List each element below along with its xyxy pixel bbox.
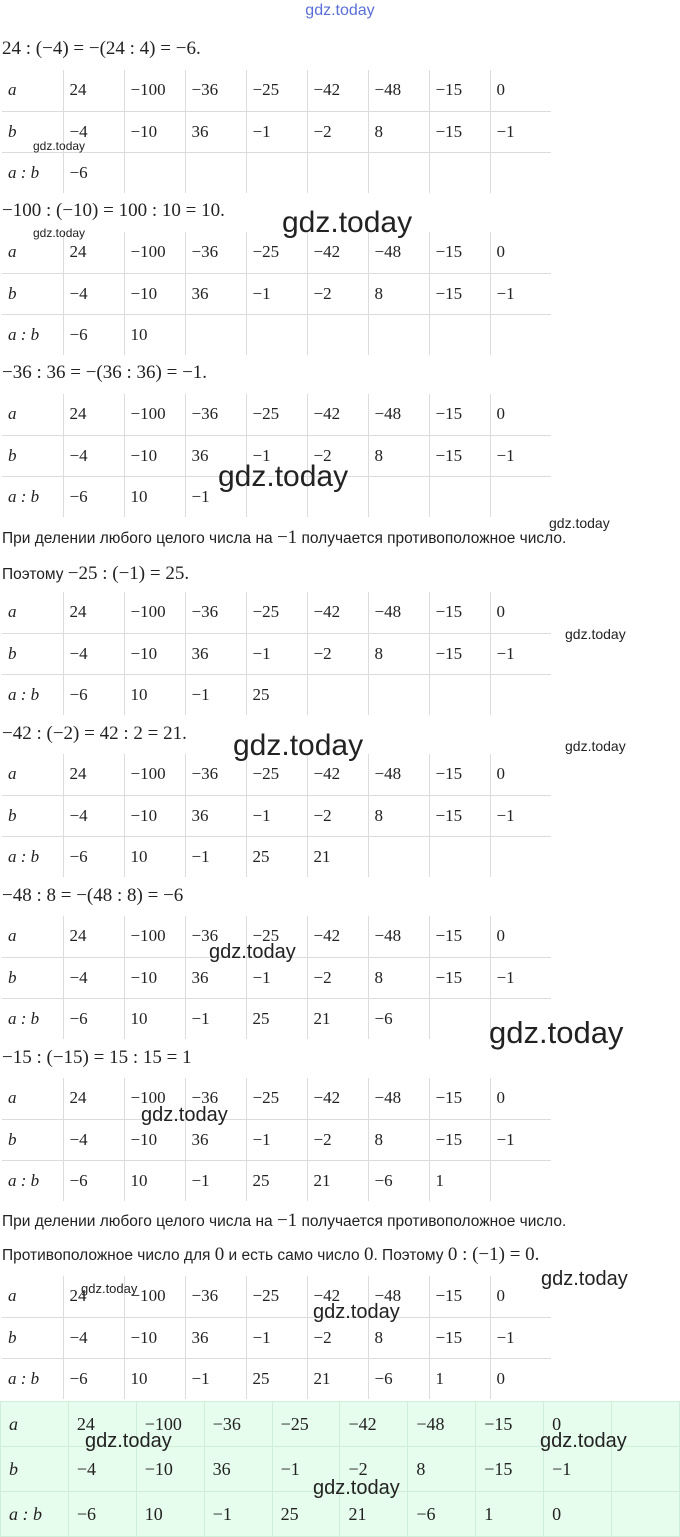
row-label: b — [2, 1317, 63, 1358]
rule-note-1: При делении любого целого числа на −1 получается противоположное число. — [2, 527, 567, 548]
table-row — [2, 1078, 551, 1119]
table-cell: −25 — [246, 70, 307, 111]
table-cell: −6 — [63, 476, 124, 517]
table-cell: −1 — [246, 957, 307, 998]
table-cell: −25 — [246, 394, 307, 435]
table-cell: −10 — [124, 111, 185, 152]
empty-cell — [368, 476, 429, 517]
table-cell: 1 — [429, 1358, 490, 1399]
table-cell: −6 — [63, 998, 124, 1039]
table-cell: −48 — [408, 1402, 476, 1447]
watermark: gdz.today — [33, 226, 86, 240]
row-label: a : b — [1, 1492, 69, 1537]
table-cell: 24 — [68, 1402, 136, 1447]
table-cell: −1 — [246, 795, 307, 836]
table-cell: 25 — [246, 1160, 307, 1201]
table-cell: 0 — [544, 1492, 612, 1537]
table-cell: −15 — [429, 1119, 490, 1160]
watermark: gdz.today — [313, 1301, 400, 1323]
watermark: gdz.today — [489, 1015, 624, 1050]
table-cell: 0 — [544, 1402, 612, 1447]
table-cell: −4 — [63, 435, 124, 476]
table-cell: −1 — [246, 273, 307, 314]
table-cell: −1 — [490, 435, 551, 476]
table-cell: 36 — [185, 111, 246, 152]
table-cell: −10 — [124, 1119, 185, 1160]
table-cell: −15 — [429, 1078, 490, 1119]
table-cell: 21 — [307, 1160, 368, 1201]
table-cell: −36 — [185, 232, 246, 273]
table-cell: 25 — [246, 836, 307, 877]
row-label: b — [2, 435, 63, 476]
empty-cell — [490, 476, 551, 517]
table-cell: −10 — [124, 435, 185, 476]
table-row — [2, 633, 551, 674]
table-cell: −36 — [185, 1276, 246, 1317]
empty-cell — [490, 674, 551, 715]
table-cell: 25 — [272, 1492, 340, 1537]
table-cell: 36 — [185, 957, 246, 998]
watermark: gdz.today — [209, 941, 296, 963]
table-cell: −1 — [185, 1358, 246, 1399]
table-cell: −2 — [307, 795, 368, 836]
table-cell: −42 — [307, 1078, 368, 1119]
table-cell: −1 — [490, 633, 551, 674]
table-cell: 8 — [368, 435, 429, 476]
empty-cell — [429, 476, 490, 517]
site-header[interactable]: gdz.today — [305, 2, 375, 19]
table-cell: 0 — [490, 592, 551, 633]
watermark: gdz.today — [540, 1430, 627, 1452]
table-cell: 10 — [124, 476, 185, 517]
table-cell: −15 — [429, 273, 490, 314]
table-row — [2, 836, 551, 877]
table-cell: −15 — [429, 111, 490, 152]
table-cell: 8 — [368, 633, 429, 674]
table-row — [2, 1160, 551, 1201]
row-label: a — [2, 754, 63, 795]
table-cell: −36 — [185, 1078, 246, 1119]
watermark: gdz.today — [565, 738, 626, 754]
table-cell: −100 — [124, 1276, 185, 1317]
table-cell: −6 — [63, 674, 124, 715]
empty-cell — [307, 674, 368, 715]
table-cell: −15 — [429, 795, 490, 836]
table-cell: −25 — [246, 592, 307, 633]
table-cell: −15 — [429, 916, 490, 957]
table-cell: −48 — [368, 592, 429, 633]
row-label: a : b — [2, 998, 63, 1039]
table-cell: −42 — [307, 754, 368, 795]
table-cell: 8 — [368, 1317, 429, 1358]
empty-cell — [246, 152, 307, 193]
row-label: a : b — [2, 1358, 63, 1399]
table-cell: −15 — [429, 1317, 490, 1358]
table-cell: −1 — [185, 836, 246, 877]
division-table — [2, 754, 551, 877]
watermark: gdz.today — [218, 460, 349, 493]
table-cell: −15 — [429, 633, 490, 674]
table-cell: −2 — [340, 1447, 408, 1492]
watermark: gdz.today — [549, 515, 610, 531]
division-table — [2, 232, 551, 355]
row-label: a — [2, 232, 63, 273]
table-cell: −2 — [307, 1317, 368, 1358]
table-cell: −100 — [124, 1078, 185, 1119]
table-cell: −1 — [490, 1119, 551, 1160]
table-cell: 36 — [185, 435, 246, 476]
table-cell: −15 — [429, 435, 490, 476]
equation-7: −15 : (−15) = 15 : 15 = 1 — [2, 1047, 192, 1068]
empty-cell — [246, 314, 307, 355]
equation-6: −48 : 8 = −(48 : 8) = −6 — [2, 885, 184, 906]
empty-cell — [612, 1492, 680, 1537]
table-cell: 24 — [63, 1078, 124, 1119]
table-cell: −48 — [368, 754, 429, 795]
table-cell: 24 — [63, 1276, 124, 1317]
table-cell: −1 — [490, 111, 551, 152]
empty-cell — [368, 152, 429, 193]
table-cell: −42 — [307, 232, 368, 273]
table-cell: 24 — [63, 916, 124, 957]
equation-4: Поэтому −25 : (−1) = 25. — [2, 563, 190, 584]
table-row — [2, 70, 551, 111]
empty-cell — [368, 314, 429, 355]
table-cell: 24 — [63, 232, 124, 273]
table-row — [2, 1358, 551, 1399]
empty-cell — [429, 836, 490, 877]
table-cell: 10 — [124, 998, 185, 1039]
table-cell: −4 — [68, 1447, 136, 1492]
table-cell: −48 — [368, 916, 429, 957]
table-cell: −36 — [204, 1402, 272, 1447]
table-cell: 25 — [246, 998, 307, 1039]
table-cell: −6 — [408, 1492, 476, 1537]
row-label: b — [2, 633, 63, 674]
row-label: a : b — [2, 836, 63, 877]
table-cell: −25 — [272, 1402, 340, 1447]
table-cell: 0 — [490, 754, 551, 795]
table-cell: 0 — [490, 916, 551, 957]
equation-2: −100 : (−10) = 100 : 10 = 10. — [2, 200, 225, 221]
row-label: a : b — [2, 314, 63, 355]
division-table — [2, 592, 551, 715]
table-row — [2, 273, 551, 314]
table-cell: −42 — [307, 394, 368, 435]
table-cell: −15 — [429, 232, 490, 273]
table-cell: −15 — [429, 394, 490, 435]
table-cell: 0 — [490, 1276, 551, 1317]
division-table — [2, 394, 551, 517]
table-cell: −4 — [63, 273, 124, 314]
row-label: a — [2, 394, 63, 435]
table-cell: −1 — [490, 795, 551, 836]
table-cell: 10 — [136, 1492, 204, 1537]
rule-note-2: При делении любого целого числа на −1 получается противоположное число. — [2, 1210, 567, 1231]
table-cell: −15 — [429, 957, 490, 998]
table-cell: −36 — [185, 70, 246, 111]
table-cell: −25 — [246, 754, 307, 795]
table-row — [2, 1317, 551, 1358]
table-cell: −2 — [307, 633, 368, 674]
equation-3: −36 : 36 = −(36 : 36) = −1. — [2, 362, 208, 383]
division-table — [2, 70, 551, 193]
table-cell: −15 — [429, 592, 490, 633]
table-cell: −10 — [124, 633, 185, 674]
table-cell: −1 — [490, 957, 551, 998]
table-cell: 10 — [124, 674, 185, 715]
table-cell: −15 — [429, 1276, 490, 1317]
table-cell: −6 — [368, 1358, 429, 1399]
table-cell: −10 — [124, 795, 185, 836]
table-cell: 0 — [490, 394, 551, 435]
table-cell: −100 — [124, 70, 185, 111]
table-cell: −48 — [368, 1078, 429, 1119]
table-cell: 24 — [63, 70, 124, 111]
table-cell: −100 — [136, 1402, 204, 1447]
table-cell: 8 — [408, 1447, 476, 1492]
equation-1: 24 : (−4) = −(24 : 4) = −6. — [2, 38, 201, 59]
watermark: gdz.today — [33, 139, 86, 153]
table-cell: −6 — [68, 1492, 136, 1537]
table-cell: −4 — [63, 1119, 124, 1160]
table-cell: −25 — [246, 916, 307, 957]
watermark: gdz.today — [141, 1104, 228, 1126]
table-cell: −15 — [429, 754, 490, 795]
table-cell: −10 — [124, 957, 185, 998]
empty-cell — [612, 1447, 680, 1492]
empty-cell — [490, 836, 551, 877]
table-cell: −36 — [185, 916, 246, 957]
row-label: a — [2, 592, 63, 633]
table-cell: 10 — [124, 836, 185, 877]
table-cell: −2 — [307, 1119, 368, 1160]
table-cell: 21 — [307, 836, 368, 877]
table-cell: −1 — [272, 1447, 340, 1492]
table-cell: −1 — [185, 1160, 246, 1201]
row-label: a — [2, 1078, 63, 1119]
empty-cell — [368, 674, 429, 715]
table-cell: −100 — [124, 592, 185, 633]
empty-cell — [429, 674, 490, 715]
table-cell: −42 — [307, 70, 368, 111]
empty-cell — [490, 1160, 551, 1201]
table-cell: −1 — [490, 1317, 551, 1358]
table-cell: −1 — [246, 633, 307, 674]
table-cell: −15 — [429, 70, 490, 111]
table-cell: 8 — [368, 957, 429, 998]
empty-cell — [185, 152, 246, 193]
table-cell: −6 — [63, 1160, 124, 1201]
table-cell: −42 — [340, 1402, 408, 1447]
table-cell: −15 — [476, 1447, 544, 1492]
table-cell: −2 — [307, 435, 368, 476]
table-cell: −2 — [307, 111, 368, 152]
watermark: gdz.today — [85, 1430, 172, 1452]
table-cell: −4 — [63, 1317, 124, 1358]
table-cell: −100 — [124, 394, 185, 435]
table-cell: −36 — [185, 754, 246, 795]
table-row — [2, 674, 551, 715]
table-cell: 1 — [429, 1160, 490, 1201]
table-cell: −36 — [185, 394, 246, 435]
table-cell: 0 — [490, 1078, 551, 1119]
empty-cell — [124, 152, 185, 193]
row-label: b — [2, 795, 63, 836]
watermark: gdz.today — [541, 1268, 628, 1290]
table-cell: −6 — [63, 314, 124, 355]
table-row — [2, 314, 551, 355]
table-cell: 8 — [368, 795, 429, 836]
table-cell: −25 — [246, 1276, 307, 1317]
table-cell: −10 — [124, 273, 185, 314]
table-cell: −1 — [185, 998, 246, 1039]
row-label: a — [1, 1402, 69, 1447]
table-cell: 25 — [246, 674, 307, 715]
table-cell: −4 — [63, 633, 124, 674]
row-label: b — [2, 273, 63, 314]
table-cell: −10 — [124, 1317, 185, 1358]
table-cell: −1 — [246, 435, 307, 476]
table-cell: −2 — [307, 273, 368, 314]
table-cell: 24 — [63, 754, 124, 795]
table-cell: 36 — [185, 633, 246, 674]
row-label: a — [2, 70, 63, 111]
row-label: a : b — [2, 1160, 63, 1201]
row-label: a : b — [2, 674, 63, 715]
table-cell: −25 — [246, 232, 307, 273]
table-cell: −1 — [544, 1447, 612, 1492]
empty-cell — [429, 998, 490, 1039]
table-cell: −6 — [63, 152, 124, 193]
table-cell: −6 — [368, 1160, 429, 1201]
row-label: b — [2, 957, 63, 998]
division-table — [2, 916, 551, 1039]
table-row — [2, 1119, 551, 1160]
table-cell: −100 — [124, 232, 185, 273]
table-cell: 36 — [185, 1119, 246, 1160]
table-cell: 25 — [246, 1358, 307, 1399]
table-row — [2, 394, 551, 435]
division-table — [2, 1078, 551, 1201]
empty-cell — [185, 314, 246, 355]
table-cell: −48 — [368, 70, 429, 111]
table-cell: −4 — [63, 111, 124, 152]
table-cell: −1 — [490, 273, 551, 314]
table-cell: −1 — [185, 674, 246, 715]
empty-cell — [490, 314, 551, 355]
table-cell: 21 — [307, 998, 368, 1039]
row-label: a — [2, 916, 63, 957]
table-cell: −2 — [307, 957, 368, 998]
final-table — [0, 1401, 680, 1537]
zero-note: Противоположное число для 0 и есть само число 0. Поэтому 0 : (−1) = 0. — [2, 1244, 540, 1265]
equation-5: −42 : (−2) = 42 : 2 = 21. — [2, 723, 187, 744]
watermark: gdz.today — [233, 729, 364, 762]
table-cell: −1 — [246, 1317, 307, 1358]
table-cell: 24 — [63, 394, 124, 435]
table-cell: 21 — [307, 1358, 368, 1399]
table-cell: −4 — [63, 957, 124, 998]
watermark: gdz.today — [282, 206, 413, 239]
table-row — [2, 592, 551, 633]
table-cell: 10 — [124, 314, 185, 355]
table-cell: 0 — [490, 232, 551, 273]
table-cell: 36 — [185, 273, 246, 314]
row-label: b — [2, 111, 63, 152]
table-cell: 21 — [340, 1492, 408, 1537]
table-cell: −42 — [307, 1276, 368, 1317]
empty-cell — [490, 152, 551, 193]
table-cell: −15 — [476, 1402, 544, 1447]
table-cell: −48 — [368, 232, 429, 273]
table-cell: 36 — [185, 795, 246, 836]
table-cell: −48 — [368, 394, 429, 435]
empty-cell — [307, 152, 368, 193]
table-cell: −4 — [63, 795, 124, 836]
row-label: a : b — [2, 476, 63, 517]
table-cell: 10 — [124, 1358, 185, 1399]
table-cell: 8 — [368, 273, 429, 314]
table-cell: 24 — [63, 592, 124, 633]
row-label: b — [1, 1447, 69, 1492]
table-cell: −1 — [246, 111, 307, 152]
table-cell: −10 — [136, 1447, 204, 1492]
watermark: gdz.today — [313, 1477, 400, 1499]
table-cell: −1 — [185, 476, 246, 517]
table-cell: 10 — [124, 1160, 185, 1201]
table-row — [2, 998, 551, 1039]
table-cell: −36 — [185, 592, 246, 633]
table-cell: −42 — [307, 916, 368, 957]
table-cell: −1 — [204, 1492, 272, 1537]
empty-cell — [429, 152, 490, 193]
table-cell: −100 — [124, 754, 185, 795]
table-cell: −6 — [63, 1358, 124, 1399]
table-cell: −25 — [246, 1078, 307, 1119]
table-cell: 8 — [368, 1119, 429, 1160]
table-cell: 8 — [368, 111, 429, 152]
table-cell: 36 — [204, 1447, 272, 1492]
table-cell: −6 — [63, 836, 124, 877]
empty-cell — [429, 314, 490, 355]
table-cell: −48 — [368, 1276, 429, 1317]
table-cell: 1 — [476, 1492, 544, 1537]
table-row — [2, 152, 551, 193]
row-label: a : b — [2, 152, 63, 193]
watermark: gdz.today — [81, 1281, 138, 1296]
empty-cell — [368, 836, 429, 877]
table-cell: −42 — [307, 592, 368, 633]
table-cell: 0 — [490, 70, 551, 111]
table-row — [2, 795, 551, 836]
table-cell: 36 — [185, 1317, 246, 1358]
row-label: b — [2, 1119, 63, 1160]
row-label: a — [2, 1276, 63, 1317]
table-cell: −6 — [368, 998, 429, 1039]
empty-cell — [307, 314, 368, 355]
table-cell: −1 — [246, 1119, 307, 1160]
table-cell: 0 — [490, 1358, 551, 1399]
watermark: gdz.today — [565, 626, 626, 642]
table-cell: −100 — [124, 916, 185, 957]
